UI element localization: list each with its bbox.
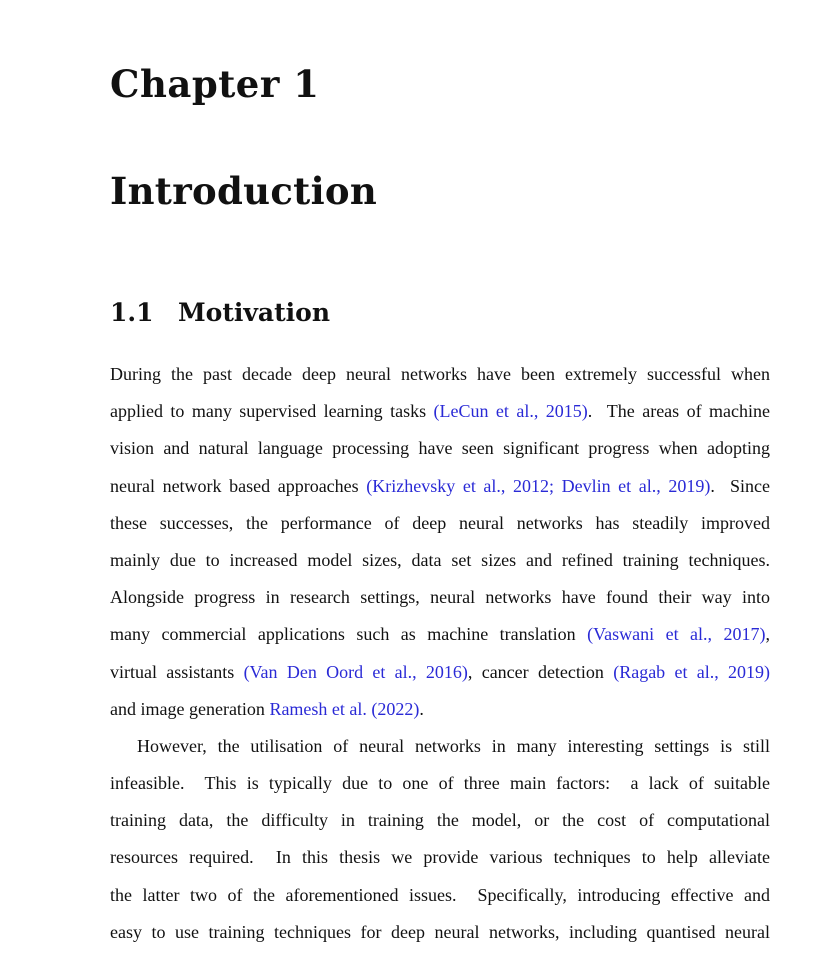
text-line [110,770,770,807]
text-line [110,547,770,584]
text-segment: resources required. In this thesis we provide various techniques to help alleviate [110,847,770,868]
text-line [110,473,770,510]
chapter-title: Introduction [110,169,378,213]
text-segment: many commercial applications such as machine translation [110,624,588,645]
text-segment: and image generation [110,698,270,719]
text-line [110,584,770,621]
text-segment: . The areas of machine [587,401,770,422]
text-segment: However, the utilisation of neural networks in many interesting settings is still [137,735,770,756]
text-line [110,398,770,435]
text-segment: infeasible. This is typically due to one of three main factors: a lack of suitable [110,773,770,794]
text-line [110,696,770,733]
text-line [110,882,770,919]
body-text [110,361,770,956]
text-segment: . [419,698,424,719]
section-heading [110,298,330,327]
text-line [110,435,770,472]
text-line [110,919,770,956]
text-segment: , cancer detection [467,661,614,682]
text-segment: During the past decade deep neural networks have been extremely successful when [110,364,770,384]
text-segment: , [765,624,770,645]
text-segment: applied to many supervised learning tasks [110,401,434,422]
section-number: 1.1 [110,298,154,327]
text-segment: vision and natural language processing have seen significant progress when adopting [110,438,770,459]
text-line [110,621,770,658]
text-line [110,510,770,547]
text-segment: neural network based approaches [110,475,367,496]
text-line [110,844,770,881]
text-segment: easy to use training techniques for deep neural networks, including quantised neural [110,921,770,942]
citation-link[interactable]: (Krizhevsky et al., 2012; Devlin et al., 2019) [366,475,711,496]
text-line [110,361,770,398]
text-segment: the latter two of the aforementioned issues. Specifically, introducing effective and [110,884,770,905]
section-title: Motivation [178,298,331,327]
citation-link[interactable]: (Ragab et al., 2019) [613,661,771,682]
text-segment: these successes, the performance of deep neural networks has steadily improved [110,512,770,533]
citation-link[interactable]: (Vaswani et al., 2017) [587,624,766,645]
text-segment: . Since [710,475,770,496]
chapter-label: Chapter 1 [110,62,320,106]
citation-link[interactable]: (Van Den Oord et al., 2016) [243,661,468,682]
text-line [110,733,770,770]
text-segment: mainly due to increased model sizes, data set sizes and refined training techniques. [110,549,770,570]
citation-link[interactable]: (LeCun et al., 2015) [433,401,588,422]
citation-link[interactable]: Ramesh et al. (2022) [269,698,420,719]
text-segment: virtual assistants [110,661,244,682]
text-segment: training data, the difficulty in training the model, or the cost of computational [110,810,770,831]
text-line [110,659,770,696]
text-line [110,807,770,844]
text-segment: Alongside progress in research settings, neural networks have found their way into [110,587,770,608]
